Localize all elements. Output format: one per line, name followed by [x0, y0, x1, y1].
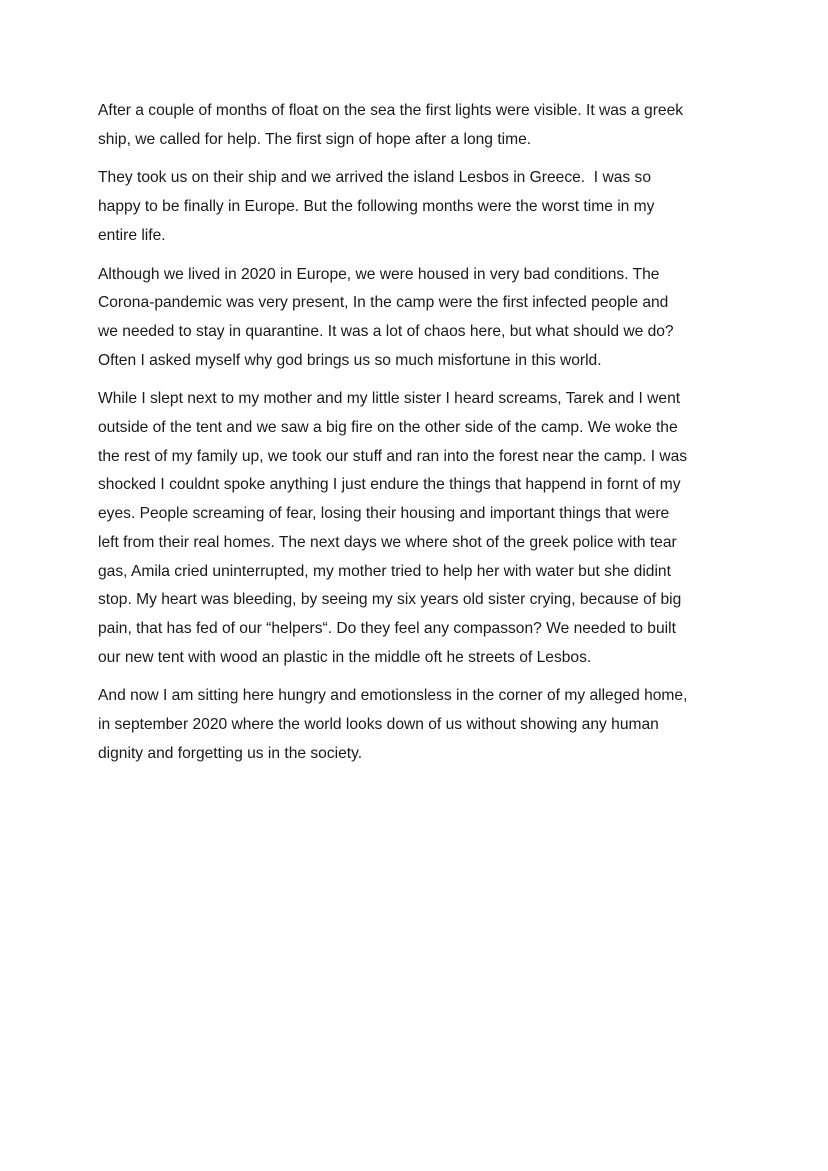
text-line: outside of the tent and we saw a big fire on the other side of the camp. We woke the	[98, 419, 678, 437]
text-line: After a couple of months of float on the sea the first lights were visible. It was a greek	[98, 102, 684, 119]
text-line: stop. My heart was bleeding, by seeing my six years old sister crying, because of big	[98, 591, 682, 609]
text-line: we needed to stay in quarantine. It was a lot of chaos here, but what should we do?	[98, 322, 674, 340]
text-line: Corona-pandemic was very present, In the camp were the first infected people and	[98, 294, 669, 312]
text-line: dignity and forgetting us in the society.	[98, 744, 363, 762]
document-body	[98, 97, 738, 778]
text-line: the rest of my family up, we took our stuff and ran into the forest near the camp. I was	[98, 447, 688, 465]
text-line: happy to be finally in Europe. But the following months were the worst time in my	[98, 198, 655, 216]
text-line: gas, Amila cried uninterrupted, my mother tried to help her with water but she didint	[98, 562, 671, 580]
text-line: Often I asked myself why god brings us so much misfortune in this world.	[98, 351, 602, 369]
paragraph-fire	[98, 385, 738, 672]
text-line: ship, we called for help. The first sign of hope after a long time.	[98, 130, 532, 148]
paragraph-conditions	[98, 261, 738, 376]
text-line: They took us on their ship and we arrived the island Lesbos in Greece. I was so	[98, 169, 652, 187]
paragraph-arrival	[98, 164, 738, 250]
text-line: Although we lived in 2020 in Europe, we were housed in very bad conditions. The	[98, 265, 660, 283]
paragraph-now	[98, 682, 738, 768]
text-line: eyes. People screaming of fear, losing their housing and important things that were	[98, 505, 670, 523]
text-line: While I slept next to my mother and my little sister I heard screams, Tarek and I went	[98, 390, 681, 408]
text-line: in september 2020 where the world looks down of us without showing any human	[98, 716, 659, 734]
text-line: And now I am sitting here hungry and emotionsless in the corner of my alleged home,	[98, 687, 688, 705]
text-line: shocked I couldnt spoke anything I just endure the things that happend in fornt of my	[98, 476, 681, 494]
text-line: pain, that has fed of our “helpers“. Do they feel any compasson? We needed to built	[98, 619, 676, 637]
text-line: left from their real homes. The next days we where shot of the greek police with tear	[98, 533, 677, 551]
text-line: entire life.	[98, 226, 166, 244]
paragraph-rescue	[98, 97, 738, 154]
text-line: our new tent with wood an plastic in the middle oft he streets of Lesbos.	[98, 648, 592, 666]
